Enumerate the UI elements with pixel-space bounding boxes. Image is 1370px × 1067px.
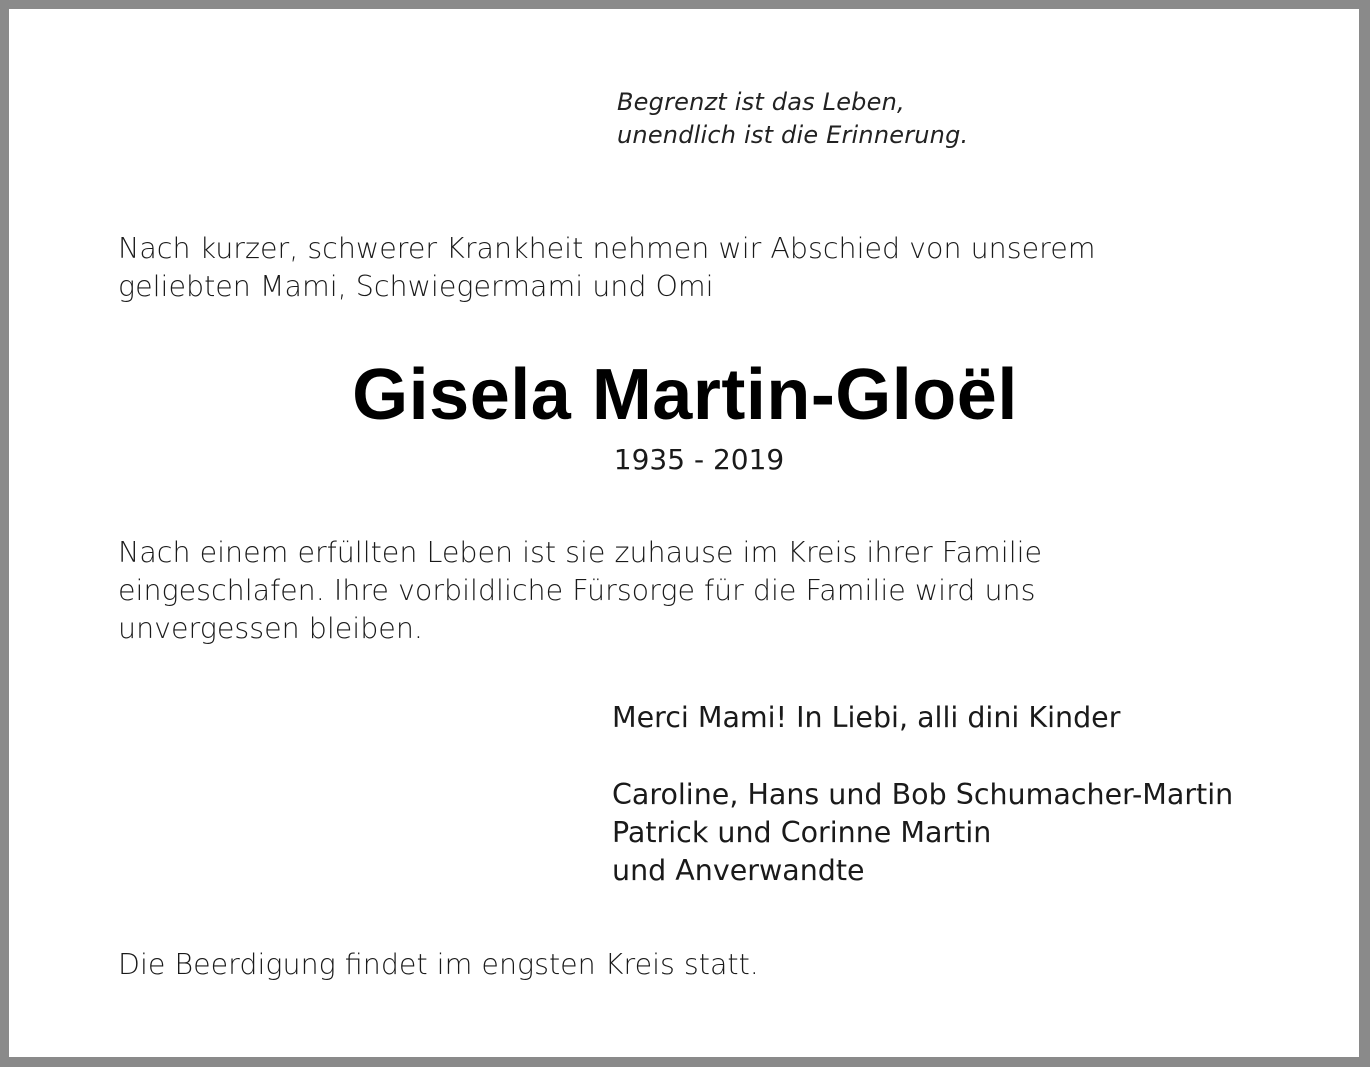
funeral-notice bbox=[118, 946, 759, 984]
life-years: 1935 - 2019 bbox=[613, 443, 785, 476]
deceased-name: Gisela Martin-Gloël bbox=[352, 355, 1018, 435]
body-line-1: Nach einem erfüllten Leben ist sie zuhause im Kreis ihrer Familie bbox=[118, 536, 1043, 569]
obituary-page bbox=[9, 9, 1359, 1057]
intro-line-2: geliebten Mami, Schwiegermami und Omi bbox=[118, 270, 714, 303]
body-text bbox=[118, 534, 1042, 648]
body-line-3: unvergessen bleiben. bbox=[118, 612, 423, 645]
family-line-2: Patrick und Corinne Martin bbox=[612, 816, 992, 849]
memorial-quote bbox=[617, 86, 968, 152]
quote-line-1: Begrenzt ist das Leben, bbox=[617, 88, 905, 116]
intro-text bbox=[118, 230, 1096, 306]
quote-line-2: unendlich ist die Erinnerung. bbox=[617, 121, 969, 149]
family-line-1: Caroline, Hans und Bob Schumacher-Martin bbox=[612, 778, 1234, 811]
body-line-2: eingeschlafen. Ihre vorbildliche Fürsorge für die Familie wird uns bbox=[118, 574, 1036, 607]
family-line-3: und Anverwandte bbox=[612, 854, 865, 887]
funeral-line: Die Beerdigung findet im engsten Kreis statt. bbox=[118, 948, 759, 981]
signature-line: Merci Mami! In Liebi, alli dini Kinder bbox=[612, 701, 1121, 734]
intro-line-1: Nach kurzer, schwerer Krankheit nehmen wir Abschied von unserem bbox=[118, 232, 1096, 265]
family-list bbox=[612, 776, 1233, 890]
signature-text bbox=[612, 699, 1120, 737]
